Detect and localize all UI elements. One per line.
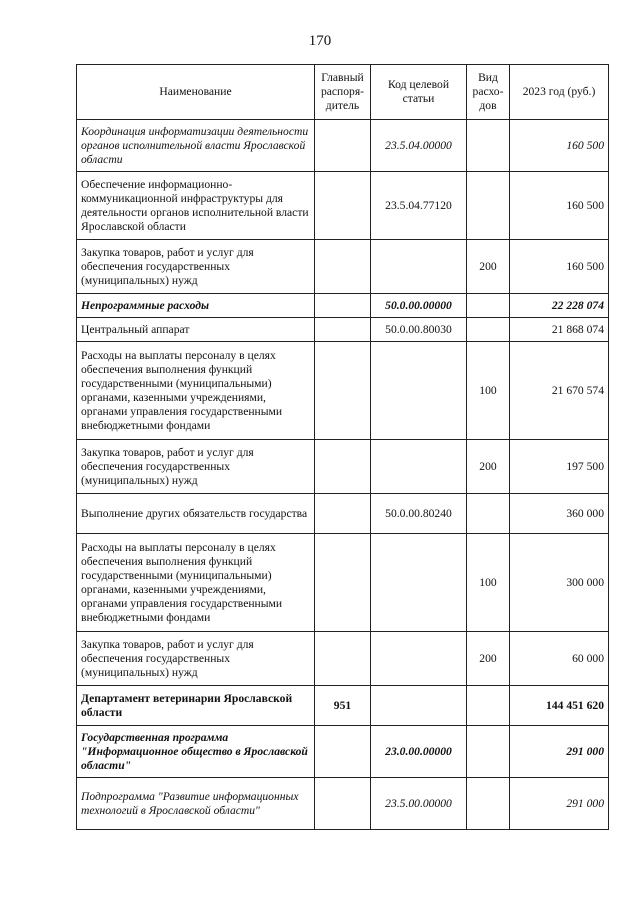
row-name-cell: Закупка товаров, работ и услуг для обеспечения государственных (муниципальных) нужд <box>77 632 315 686</box>
row-code-cell <box>371 240 467 294</box>
budget-table <box>76 64 609 830</box>
row-name-cell: Государственная программа "Информационное общество в Ярославской области" <box>77 726 315 778</box>
row-code-cell: 23.0.00.00000 <box>371 726 467 778</box>
row-code-cell <box>371 686 467 726</box>
row-sum-cell: 60 000 <box>510 632 609 686</box>
row-name-cell: Расходы на выплаты персоналу в целях обеспечения выполнения функций государственными (муниципальными) органами, казенными учреждениями, органами управления государственными внебюджетными фондами <box>77 342 315 440</box>
row-manager-cell <box>315 726 371 778</box>
row-type-cell: 200 <box>467 240 510 294</box>
row-name-cell: Центральный аппарат <box>77 318 315 342</box>
row-name-cell: Закупка товаров, работ и услуг для обеспечения государственных (муниципальных) нужд <box>77 440 315 494</box>
row-manager-cell <box>315 120 371 172</box>
row-manager-cell <box>315 494 371 534</box>
row-code-cell: 23.5.04.00000 <box>371 120 467 172</box>
header-name: Наименование <box>77 65 315 120</box>
row-type-cell <box>467 494 510 534</box>
row-manager-cell <box>315 172 371 240</box>
row-code-cell: 23.5.00.00000 <box>371 778 467 830</box>
row-manager-cell <box>315 632 371 686</box>
page-number: 170 <box>308 33 332 49</box>
row-name-cell: Закупка товаров, работ и услуг для обеспечения государственных (муниципальных) нужд <box>77 240 315 294</box>
table-row <box>77 342 609 440</box>
row-code-cell: 23.5.04.77120 <box>371 172 467 240</box>
row-manager-cell <box>315 240 371 294</box>
row-sum-cell: 291 000 <box>510 726 609 778</box>
table-row <box>77 440 609 494</box>
row-sum-cell: 21 868 074 <box>510 318 609 342</box>
table-row <box>77 632 609 686</box>
row-code-cell <box>371 534 467 632</box>
row-type-cell <box>467 294 510 318</box>
table-row <box>77 240 609 294</box>
row-sum-cell: 300 000 <box>510 534 609 632</box>
row-name-cell: Подпрограмма "Развитие информационных технологий в Ярославской области" <box>77 778 315 830</box>
row-code-cell: 50.0.00.80030 <box>371 318 467 342</box>
row-code-cell <box>371 632 467 686</box>
row-name-cell: Непрограммные расходы <box>77 294 315 318</box>
table-body <box>77 120 609 830</box>
row-type-cell: 100 <box>467 534 510 632</box>
row-sum-cell: 197 500 <box>510 440 609 494</box>
row-name-cell: Выполнение других обязательств государства <box>77 494 315 534</box>
row-sum-cell: 360 000 <box>510 494 609 534</box>
row-sum-cell: 160 500 <box>510 172 609 240</box>
row-name-cell: Департамент ветеринарии Ярославской области <box>77 686 315 726</box>
row-manager-cell <box>315 294 371 318</box>
row-manager-cell <box>315 534 371 632</box>
row-sum-cell: 291 000 <box>510 778 609 830</box>
row-code-cell: 50.0.00.00000 <box>371 294 467 318</box>
table-row <box>77 294 609 318</box>
row-sum-cell: 22 228 074 <box>510 294 609 318</box>
table-row <box>77 778 609 830</box>
row-type-cell: 100 <box>467 342 510 440</box>
row-sum-cell: 160 500 <box>510 120 609 172</box>
table-row <box>77 318 609 342</box>
row-type-cell <box>467 120 510 172</box>
table-row <box>77 494 609 534</box>
row-manager-cell <box>315 318 371 342</box>
row-type-cell <box>467 318 510 342</box>
table-row <box>77 534 609 632</box>
row-type-cell <box>467 172 510 240</box>
row-type-cell <box>467 686 510 726</box>
header-year: 2023 год (руб.) <box>510 65 609 120</box>
row-type-cell: 200 <box>467 440 510 494</box>
table-row <box>77 172 609 240</box>
row-code-cell: 50.0.00.80240 <box>371 494 467 534</box>
row-type-cell: 200 <box>467 632 510 686</box>
row-manager-cell <box>315 342 371 440</box>
table-row <box>77 686 609 726</box>
row-type-cell <box>467 726 510 778</box>
table-header-row <box>77 65 609 120</box>
header-code: Код целевой статьи <box>371 65 467 120</box>
row-sum-cell: 21 670 574 <box>510 342 609 440</box>
table-row <box>77 726 609 778</box>
row-name-cell: Обеспечение информационно-коммуникационной инфраструктуры для деятельности органов исполнительной власти Ярославской области <box>77 172 315 240</box>
table-row <box>77 120 609 172</box>
row-manager-cell <box>315 440 371 494</box>
row-code-cell <box>371 342 467 440</box>
row-sum-cell: 144 451 620 <box>510 686 609 726</box>
row-manager-cell <box>315 778 371 830</box>
header-manager: Главный распоря-дитель <box>315 65 371 120</box>
row-name-cell: Расходы на выплаты персоналу в целях обеспечения выполнения функций государственными (муниципальными) органами, казенными учреждениями, органами управления государственными внебюджетными фондами <box>77 534 315 632</box>
row-manager-cell: 951 <box>315 686 371 726</box>
row-name-cell: Координация информатизации деятельности органов исполнительной власти Ярославской области <box>77 120 315 172</box>
header-type: Вид расхо-дов <box>467 65 510 120</box>
row-type-cell <box>467 778 510 830</box>
row-code-cell <box>371 440 467 494</box>
row-sum-cell: 160 500 <box>510 240 609 294</box>
